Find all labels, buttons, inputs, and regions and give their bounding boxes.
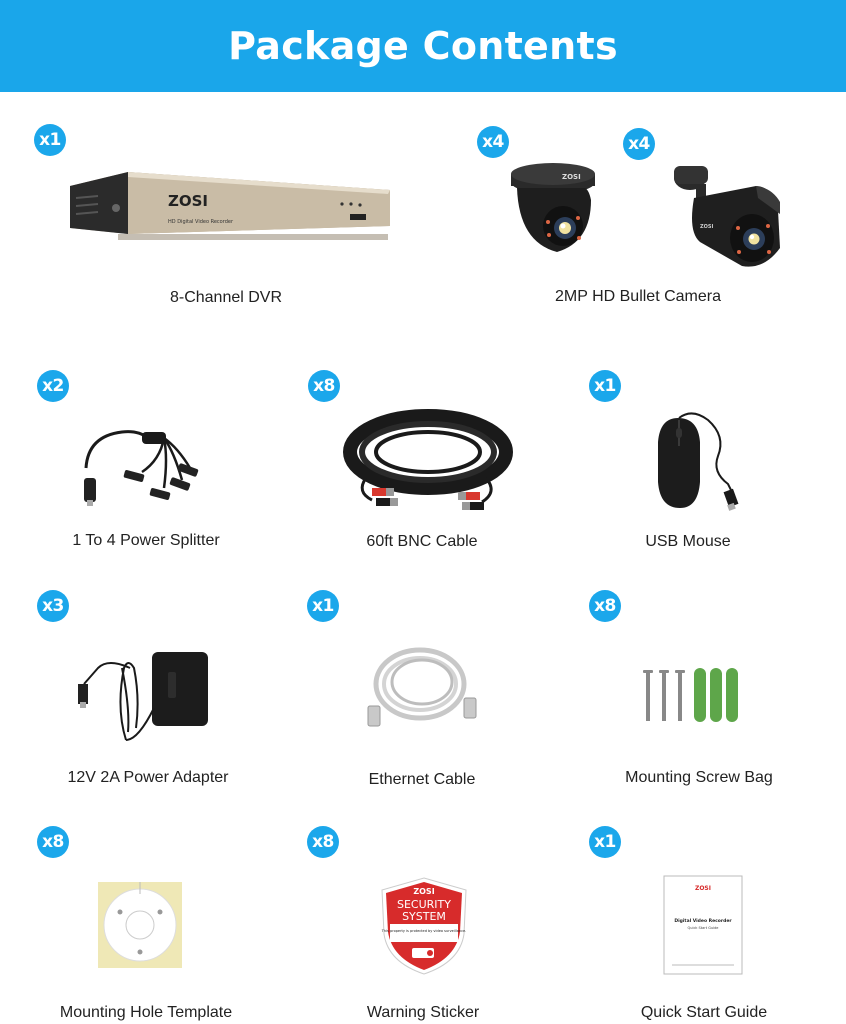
usb-mouse-image (652, 412, 752, 512)
sticker-small-text: This property is protected by video surveillance. (381, 929, 467, 933)
sticker-line1: SECURITY (397, 898, 451, 911)
screw-bag-image (638, 664, 748, 724)
warning-sticker-label: Warning Sticker (366, 1004, 480, 1021)
sticker-line2: SYSTEM (402, 910, 446, 923)
power-adapter-label: 12V 2A Power Adapter (67, 769, 229, 786)
camera-label: 2MP HD Bullet Camera (555, 288, 721, 305)
dome-brand: ZOSI (562, 173, 581, 181)
qty-badge-dvr: x1 (34, 124, 66, 156)
power-adapter-image (78, 648, 218, 748)
power-splitter-label: 1 To 4 Power Splitter (72, 532, 220, 549)
quick-start-guide-image (664, 876, 744, 976)
dvr-image (58, 168, 398, 248)
qty-badge-dome-camera: x4 (477, 126, 509, 158)
ethernet-cable-label: Ethernet Cable (368, 771, 476, 788)
qty-badge-power-adapter: x3 (37, 590, 69, 622)
bullet-brand: ZOSI (700, 224, 714, 230)
guide-brand: ZOSI (694, 885, 712, 892)
dvr-label: 8-Channel DVR (169, 289, 283, 306)
qty-badge-power-splitter: x2 (37, 370, 69, 402)
guide-subtitle: Quick Start Guide (687, 926, 719, 930)
qty-badge-warning-sticker: x8 (307, 826, 339, 858)
qty-badge-quick-start-guide: x1 (589, 826, 621, 858)
qty-badge-hole-template: x8 (37, 826, 69, 858)
dome-camera-image (505, 160, 605, 260)
qty-badge-ethernet-cable: x1 (307, 590, 339, 622)
qty-badge-bnc-cable: x8 (308, 370, 340, 402)
guide-title: Digital Video Recorder (674, 919, 732, 924)
qty-badge-usb-mouse: x1 (589, 370, 621, 402)
qty-badge-screw-bag: x8 (589, 590, 621, 622)
sticker-brand: ZOSI (413, 887, 435, 896)
page-header (0, 0, 846, 92)
hole-template-label: Mounting Hole Template (59, 1004, 233, 1021)
page-title: Package Contents (228, 24, 618, 68)
dvr-sublabel: HD Digital Video Recorder (168, 219, 234, 225)
hole-template-image (98, 882, 182, 968)
usb-mouse-label: USB Mouse (645, 533, 731, 550)
screw-bag-label: Mounting Screw Bag (625, 769, 773, 786)
dvr-brand: ZOSI (168, 192, 209, 210)
ethernet-cable-image (364, 644, 484, 740)
bullet-camera-image (668, 158, 788, 278)
qty-badge-bullet-camera: x4 (623, 128, 655, 160)
power-splitter-image (78, 418, 208, 518)
bnc-cable-label: 60ft BNC Cable (366, 533, 478, 550)
quick-start-guide-label: Quick Start Guide (640, 1004, 768, 1021)
bnc-cable-image (336, 408, 516, 518)
warning-sticker-image (378, 876, 470, 976)
